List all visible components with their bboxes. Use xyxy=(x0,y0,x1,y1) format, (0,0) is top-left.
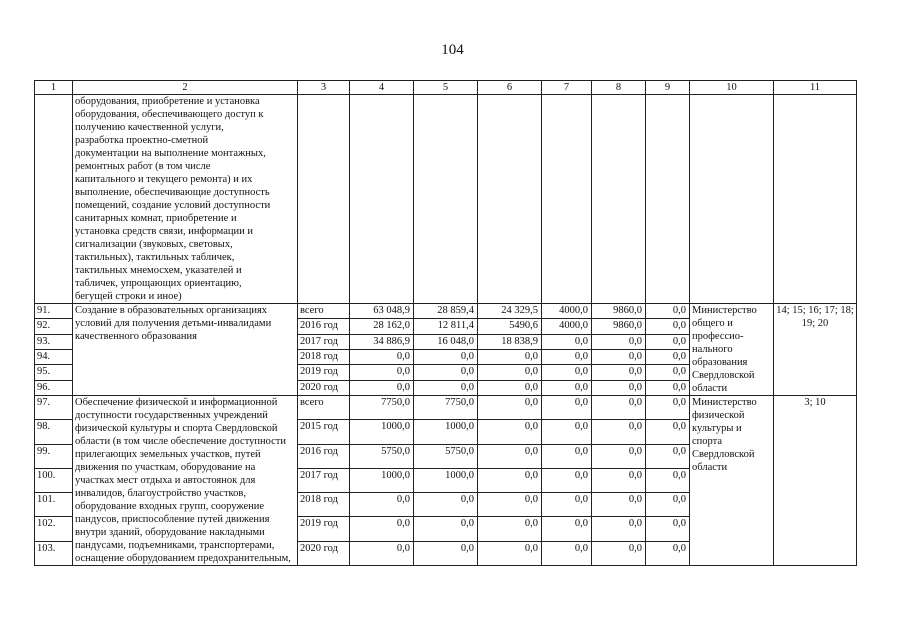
column-number: 4 xyxy=(350,81,414,95)
amount-cell: 0,0 xyxy=(592,444,646,468)
amount-cell: 4000,0 xyxy=(542,304,592,319)
amount-cell: 0,0 xyxy=(542,396,592,420)
continuation-line: оборудования, обеспечивающего доступ к xyxy=(75,109,264,120)
amount-cell: 0,0 xyxy=(646,304,690,319)
period-cell: 2017 год xyxy=(298,468,350,492)
empty-cell xyxy=(774,95,857,304)
continuation-row xyxy=(35,95,857,304)
row-number: 93. xyxy=(35,334,73,349)
amount-cell: 5750,0 xyxy=(350,444,414,468)
amount-cell: 12 811,4 xyxy=(414,319,478,334)
amount-cell: 0,0 xyxy=(542,493,592,517)
period-cell: всего xyxy=(298,304,350,319)
target-indicators-cell: 14; 15; 16; 17; 18; 19; 20 xyxy=(774,304,857,396)
empty-cell xyxy=(592,95,646,304)
period-cell: 2017 год xyxy=(298,334,350,349)
continuation-line: установка средств связи, информации и xyxy=(75,226,253,237)
empty-cell xyxy=(414,95,478,304)
amount-cell: 5750,0 xyxy=(414,444,478,468)
amount-cell: 0,0 xyxy=(542,420,592,444)
continuation-line: сигнализации (звуковых, световых, xyxy=(75,239,233,250)
table-body xyxy=(35,81,857,566)
amount-cell: 0,0 xyxy=(592,468,646,492)
row-number: 102. xyxy=(35,517,73,541)
empty-cell xyxy=(298,95,350,304)
amount-cell: 0,0 xyxy=(646,349,690,364)
column-number-row xyxy=(35,81,857,95)
amount-cell: 0,0 xyxy=(592,349,646,364)
amount-cell: 9860,0 xyxy=(592,304,646,319)
empty-cell xyxy=(478,95,542,304)
continuation-line: табличек, упрощающих ориентацию, xyxy=(75,278,242,289)
amount-cell: 34 886,9 xyxy=(350,334,414,349)
amount-cell: 0,0 xyxy=(592,517,646,541)
amount-cell: 0,0 xyxy=(478,541,542,565)
row-number: 95. xyxy=(35,365,73,380)
amount-cell: 0,0 xyxy=(478,517,542,541)
amount-cell: 0,0 xyxy=(542,541,592,565)
row-number: 94. xyxy=(35,349,73,364)
amount-cell: 63 048,9 xyxy=(350,304,414,319)
amount-cell: 0,0 xyxy=(478,349,542,364)
executor-cell: Министерство общего и профессио-нального образования Свердловской области xyxy=(690,304,774,396)
activity-description: Обеспечение физической и информационной доступности государственных учреждений физической культуры и спорта Свердловской области (в том числе обеспечение доступности прилегающих земельных участков, путей движения по участкам, оборудование на участках мест отдыха и автостоянок для инвалидов, благоустройство участков, оборудование входных групп, сооружение пандусов, приспособление путей движения внутри зданий, оборудование накладными пандусами, подъемниками, транспортерами, оснащение оборудованием предохранительным, xyxy=(73,396,298,566)
continuation-line: бегущей строки и иное) xyxy=(75,291,182,302)
column-number: 3 xyxy=(298,81,350,95)
amount-cell: 9860,0 xyxy=(592,319,646,334)
amount-cell: 0,0 xyxy=(646,541,690,565)
empty-cell xyxy=(350,95,414,304)
row-number: 99. xyxy=(35,444,73,468)
executor-cell: Министерство физической культуры и спорта Свердловской области xyxy=(690,396,774,566)
amount-cell: 1000,0 xyxy=(350,420,414,444)
amount-cell: 28 859,4 xyxy=(414,304,478,319)
amount-cell: 18 838,9 xyxy=(478,334,542,349)
empty-cell xyxy=(542,95,592,304)
program-table xyxy=(34,80,857,566)
period-cell: 2019 год xyxy=(298,365,350,380)
amount-cell: 0,0 xyxy=(350,380,414,395)
row-number: 103. xyxy=(35,541,73,565)
continuation-line: капитального и текущего ремонта) и их xyxy=(75,174,253,185)
period-cell: 2016 год xyxy=(298,444,350,468)
period-cell: 2016 год xyxy=(298,319,350,334)
amount-cell: 0,0 xyxy=(478,396,542,420)
amount-cell: 0,0 xyxy=(350,541,414,565)
amount-cell: 0,0 xyxy=(592,396,646,420)
period-cell: 2020 год xyxy=(298,541,350,565)
column-number: 6 xyxy=(478,81,542,95)
period-cell: 2018 год xyxy=(298,493,350,517)
column-number: 7 xyxy=(542,81,592,95)
page-number: 104 xyxy=(441,42,464,58)
amount-cell: 1000,0 xyxy=(414,468,478,492)
amount-cell: 4000,0 xyxy=(542,319,592,334)
table-row xyxy=(35,396,857,420)
amount-cell: 0,0 xyxy=(592,365,646,380)
row-number: 98. xyxy=(35,420,73,444)
amount-cell: 0,0 xyxy=(646,493,690,517)
amount-cell: 1000,0 xyxy=(414,420,478,444)
amount-cell: 0,0 xyxy=(414,349,478,364)
amount-cell: 0,0 xyxy=(542,444,592,468)
amount-cell: 7750,0 xyxy=(414,396,478,420)
period-cell: 2019 год xyxy=(298,517,350,541)
continuation-line: тактильных), тактильных табличек, xyxy=(75,252,235,263)
amount-cell: 28 162,0 xyxy=(350,319,414,334)
amount-cell: 0,0 xyxy=(478,468,542,492)
column-number: 8 xyxy=(592,81,646,95)
activity-description: Создание в образовательных организациях условий для получения детьми-инвалидами качественного образования xyxy=(73,304,298,396)
amount-cell: 1000,0 xyxy=(350,468,414,492)
continuation-line: помещений, создание условий доступности xyxy=(75,200,271,211)
amount-cell: 0,0 xyxy=(542,468,592,492)
amount-cell: 0,0 xyxy=(646,517,690,541)
amount-cell: 0,0 xyxy=(646,319,690,334)
period-cell: 2020 год xyxy=(298,380,350,395)
column-number: 5 xyxy=(414,81,478,95)
row-number: 97. xyxy=(35,396,73,420)
amount-cell: 0,0 xyxy=(478,493,542,517)
amount-cell: 24 329,5 xyxy=(478,304,542,319)
amount-cell: 0,0 xyxy=(414,365,478,380)
row-number: 96. xyxy=(35,380,73,395)
continuation-line: разработка проектно-сметной xyxy=(75,135,209,146)
amount-cell: 5490,6 xyxy=(478,319,542,334)
row-number: 92. xyxy=(35,319,73,334)
empty-cell xyxy=(646,95,690,304)
amount-cell: 0,0 xyxy=(646,444,690,468)
column-number: 1 xyxy=(35,81,73,95)
amount-cell: 0,0 xyxy=(350,365,414,380)
continuation-line: ремонтных работ (в том числе xyxy=(75,161,211,172)
column-number: 10 xyxy=(690,81,774,95)
row-number: 91. xyxy=(35,304,73,319)
amount-cell: 0,0 xyxy=(646,365,690,380)
row-number: 100. xyxy=(35,468,73,492)
amount-cell: 0,0 xyxy=(350,349,414,364)
table-row xyxy=(35,304,857,319)
amount-cell: 0,0 xyxy=(592,380,646,395)
amount-cell: 0,0 xyxy=(478,420,542,444)
amount-cell: 0,0 xyxy=(592,541,646,565)
amount-cell: 0,0 xyxy=(542,334,592,349)
row-number: 101. xyxy=(35,493,73,517)
amount-cell: 16 048,0 xyxy=(414,334,478,349)
amount-cell: 0,0 xyxy=(414,380,478,395)
amount-cell: 0,0 xyxy=(478,380,542,395)
period-cell: всего xyxy=(298,396,350,420)
continuation-text xyxy=(73,95,298,304)
column-number: 2 xyxy=(73,81,298,95)
period-cell: 2015 год xyxy=(298,420,350,444)
amount-cell: 0,0 xyxy=(646,334,690,349)
amount-cell: 0,0 xyxy=(592,493,646,517)
continuation-line: получению качественной услуги, xyxy=(75,122,224,133)
continuation-line: санитарных комнат, приобретение и xyxy=(75,213,237,224)
amount-cell: 0,0 xyxy=(542,349,592,364)
amount-cell: 0,0 xyxy=(542,517,592,541)
amount-cell: 0,0 xyxy=(414,517,478,541)
row-number-cell xyxy=(35,95,73,304)
amount-cell: 0,0 xyxy=(478,444,542,468)
continuation-line: выполнение, обеспечивающие доступность xyxy=(75,187,270,198)
amount-cell: 0,0 xyxy=(646,380,690,395)
empty-cell xyxy=(690,95,774,304)
amount-cell: 0,0 xyxy=(542,365,592,380)
amount-cell: 0,0 xyxy=(478,365,542,380)
amount-cell: 0,0 xyxy=(646,468,690,492)
amount-cell: 0,0 xyxy=(350,517,414,541)
amount-cell: 0,0 xyxy=(592,334,646,349)
continuation-line: тактильных мнемосхем, указателей и xyxy=(75,265,242,276)
amount-cell: 0,0 xyxy=(646,420,690,444)
amount-cell: 0,0 xyxy=(646,396,690,420)
amount-cell: 0,0 xyxy=(414,493,478,517)
amount-cell: 7750,0 xyxy=(350,396,414,420)
amount-cell: 0,0 xyxy=(592,420,646,444)
amount-cell: 0,0 xyxy=(542,380,592,395)
amount-cell: 0,0 xyxy=(350,493,414,517)
period-cell: 2018 год xyxy=(298,349,350,364)
column-number: 11 xyxy=(774,81,857,95)
column-number: 9 xyxy=(646,81,690,95)
amount-cell: 0,0 xyxy=(414,541,478,565)
continuation-line: оборудования, приобретение и установка xyxy=(75,96,260,107)
continuation-line: документации на выполнение монтажных, xyxy=(75,148,266,159)
target-indicators-cell: 3; 10 xyxy=(774,396,857,566)
